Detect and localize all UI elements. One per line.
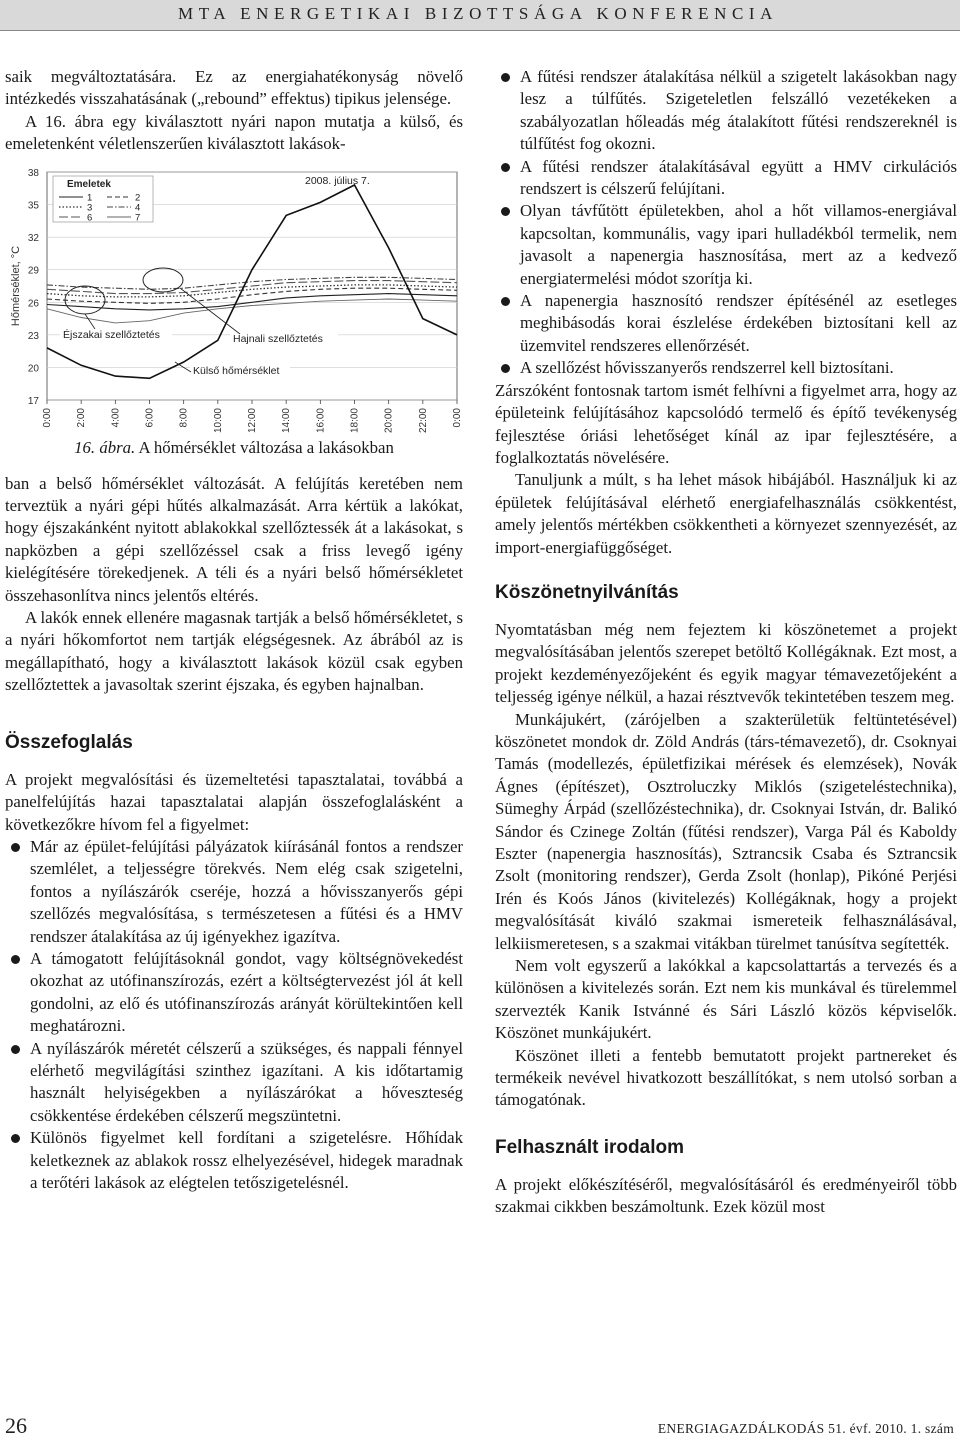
x-tick-label: 2:00 [76,407,88,428]
bullet-dot-icon [11,1045,20,1054]
right-bullet-item [495,66,957,156]
left-intro-paragraph: saik megváltoztatására. Ez az energiahatékonyság növelő intézkedés visszahatásának („rebound” effektus) tipikus jelensége. [5,67,463,109]
right-bullet-list [495,66,957,380]
left-paragraph-3: A projekt megvalósítási és üzemeltetési tapasztalatai, továbbá a panelfelújítás hazai tapasztalatai alapján összefoglalásként a következőkre hívom fel a figyelmet: [5,769,463,834]
caption-number: 16. ábra. [74,437,136,457]
legend-label: 4 [135,202,141,214]
y-tick-label: 32 [27,232,39,244]
bullet-dot-icon [11,1134,20,1143]
x-tick-label: 6:00 [144,407,156,428]
x-tick-label: 14:00 [281,407,293,433]
bullet-text: Olyan távfűtött épületekben, ahol a hőt villamos-energiával kapcsoltan, kommunális, vagy ipari hulladékból termelik, nem javasolt a napenergia hasznosítása, mert az a kedvező energiatermelési módot szorítja ki. [520,201,957,288]
legend-label: 2 [135,192,141,204]
annotation-pointer [180,288,240,334]
bullet-text: A napenergia hasznosító rendszer építésénél az esetleges meghibásodás korai észlelése érdekében biztosítani kell az üzemvitel rendszeres ellenőrzését. [520,291,957,355]
bullet-dot-icon [11,843,20,852]
legend-label: 6 [87,212,93,224]
page-number: 26 [5,1413,27,1438]
right-column [495,66,957,1219]
right-paragraph-4: Munkájukért, (zárójelben a szakterületük feltüntetésével) köszönetet mondok dr. Zöld András (társ-témavezető), dr. Csoknyai Tamás (modellezés, épületfizikai mérések és elemzések), Novák Ágnes (építészet), Osztroluczky Miklós (szigeteléstechnika), Sümeghy Árpád (szellőzéstechnika), dr. Csoknyai István, dr. Balikó Sándor és Czinege Zoltán (fűtési rendszer), Varga Pál és Kaboldy Eszter (napenergia hasznosítás), Sztrancsik Csaba és Sztrancsik Zsolt (monitoring rendszer), Gerda Zsolt (honlap), Pikóné Perjési Irén és Koós János (kivitelezés) Kollégáknak, hogy a projekt megvalósítását kiváló szakmai ismereteik felhasználásával, lelkiismeretesen, s a szakmai vitákban türelmet tanúsítva segítették. [495,709,957,953]
x-tick-label: 22:00 [417,407,429,433]
series-line-4 [47,277,457,289]
temperature-chart [5,162,463,437]
left-bullet-item [5,1038,463,1128]
bullet-text: A fűtési rendszer átalakítása nélkül a szigetelt lakásokban nagy lesz a túlfűtés. Szigeteletlen felszálló vezetékeken a szabályozatlan hőleadás még átalakított fűtési rendszereknél is túlfűtést fog okozni. [520,67,957,154]
left-paragraph-2: A lakók ennek ellenére magasnak tartják a belső hőmérsékletet, s a nyári hőkomfortot nem tartják elégségesnek. Az ábrából az is megállapítható, hogy a kiválasztott lakások közül csak egyben szellőztettek a javasoltak szerint éjszaka, és egyben hajnalban. [5,608,463,695]
right-bullet-item [495,200,957,290]
x-tick-label: 12:00 [247,407,258,433]
legend-label: 7 [135,212,141,224]
right-paragraph-5: Nem volt egyszerű a lakókkal a kapcsolattartás a tervezés és a különösen a kivitelezés során. Ezt nem kis munkával és türelemmel szervezték Kanik Istvánné és Sári László közös képviselők. Köszönet munkájukért. [495,956,957,1043]
right-paragraph-6: Köszönet illeti a fentebb bemutatott projekt partnereket és termékeik nevével hivatkozott beszállítókat, s nem utolsó sorban a támogatónak. [495,1045,957,1110]
annotation-label-2: Hajnali szellőztetés [233,332,323,345]
bullet-text: A szellőzést hővisszanyerős rendszerrel kell biztosítani. [520,358,894,378]
series-line-1 [47,293,457,309]
page-header [0,0,960,31]
bullet-dot-icon [501,364,510,373]
acknowledgements-heading: Köszönetnyilvánítás [495,581,679,603]
date-label: 2008. július 7. [305,174,370,187]
x-tick-label: 20:00 [383,407,395,433]
header-title: MTA ENERGETIKAI BIZOTTSÁGA KONFERENCIA [178,4,779,23]
right-bullet-item [495,357,957,379]
x-tick-label: 0:00 [42,407,53,428]
summary-heading: Összefoglalás [5,731,133,753]
caption-text: A hőmérséklet változása a lakásokban [138,437,394,457]
bullet-text: A nyílászárók méretét célszerű a szükséges, és nappali fénnyel elérhető megvilágítási szinthez igazítani. A kis időtartamig használt helyiségekben a nyílászárókat a hőveszteség csökkentése érdekében célszerű megszüntetni. [30,1038,463,1125]
annotation-label-3: Külső hőmérséklet [193,364,280,377]
legend-label: 1 [87,192,93,204]
legend-label: 3 [87,202,93,214]
x-tick-label: 10:00 [212,407,224,433]
left-paragraph-1: ban a belső hőmérséklet változását. A felújítás keretében nem terveztük a nyári gépi hűtés alkalmazását. Arra kértük a lakókat, hogy éjszakánként nyitott ablakokkal szellőztessék át a lakásokat, s napközben a gépi szellőzéssel csak a friss levegő igény kielégítésére törekedjenek. A téli és a nyári belső hőmérsékletet összehasonlítva nincs jelentős eltérés. [5,473,463,605]
right-paragraph-7: A projekt előkészítéséről, megvalósításáról és eredményeiről több szakmai cikkben beszámoltunk. Ezek közül most [495,1174,957,1217]
left-bullet-item [5,836,463,948]
x-tick-label: 16:00 [315,407,327,433]
right-paragraph-1: Zárszóként fontosnak tartom ismét felhívni a figyelmet arra, hogy az épületeink felújításához kapcsolódó termelő és építő tevékenység fejlesztése óriási lehetőséget kínál az ipar fejlesztésére, a foglalkoztatás növelésére. [495,380,957,467]
series-line-3 [47,285,457,297]
y-tick-label: 38 [27,167,39,179]
bullet-text: Már az épület-felújítási pályázatok kiírásánál fontos a rendszer szemlélet, a teljességre törekvés. Nem elég csak szigetelni, fontos a nyílászárók cseréje, hozzá a hővisszanyerős gépi szellőzés megvalósítása, s természetesen a fűtési és a HMV rendszer átalakítása az új igényekhez igazítva. [30,836,463,946]
bullet-text: A támogatott felújításoknál gondot, vagy költségnövekedést okozhat az utófinanszírozás, ezért a költségtervezést jól át kell gondolni, az elő és utófinanszírozás arányát körültekintően kell meghatározni. [30,948,463,1036]
bullet-dot-icon [11,955,20,964]
y-tick-label: 26 [27,297,39,309]
y-tick-label: 23 [27,330,39,342]
y-axis-label: Hőmérséklet, °C [10,245,22,326]
x-tick-label: 0:00 [452,407,463,428]
journal-footer: ENERGIAGAZDÁLKODÁS 51. évf. 2010. 1. szám [657,1421,954,1436]
right-bullet-item [495,156,957,201]
x-tick-label: 18:00 [349,407,361,433]
left-bullet-item [5,1127,463,1194]
bullet-dot-icon [501,73,510,82]
bullet-dot-icon [501,297,510,306]
legend-title: Emeletek [67,178,111,190]
left-bullet-list [5,836,463,1195]
references-heading: Felhasznált irodalom [495,1136,684,1158]
series-line-2 [47,288,457,303]
annotation-label-1: Éjszakai szellőztetés [63,328,160,341]
x-tick-label: 8:00 [178,407,190,428]
bullet-text: Különös figyelmet kell fordítani a szigetelésre. Hőhídak keletkeznek az ablakok rossz elhelyezésével, hidegek maradnak a terőtéri lakások az elégtelen tetőszigetelésnél. [30,1128,463,1192]
bullet-dot-icon [501,207,510,216]
x-tick-label: 4:00 [110,407,122,428]
right-paragraph-3: Nyomtatásban még nem fejeztem ki köszönetemet a projekt megvalósításában jelentős szerepet betöltő Kollégáknak. Ezt most, a projekt kezdeményezőjeként és egyik magyar témavezetőjeként a teljesség igénye nélkül, a hazai résztvevők tekintetében teszem meg. [495,619,957,707]
left-intro-paragraph-2: A 16. ábra egy kiválasztott nyári napon mutatja a külső, és emeletenként véletlenszerűen kiválasztott lakások- [5,111,463,154]
series-line-5 [47,280,457,293]
right-bullet-item [495,290,957,357]
left-bullet-item [5,948,463,1038]
y-tick-label: 17 [27,395,39,407]
bullet-dot-icon [501,163,510,172]
y-tick-label: 35 [27,200,39,212]
annotation-pointer [85,314,95,329]
left-column [5,66,463,1194]
y-tick-label: 29 [27,265,39,277]
bullet-text: A fűtési rendszer átalakításával együtt a HMV cirkulációs rendszert is célszerű felújítani. [520,156,957,199]
y-tick-label: 20 [27,363,39,375]
annotation-pointer [175,362,191,372]
figure-caption [5,437,463,459]
chart-svg [5,162,463,437]
right-paragraph-2: Tanuljunk a múlt, s ha lehet mások hibájából. Használjuk ki az épületek felújításával elérhető energiafelhasználás csökkentést, amely jelentős mértékben csökkentheti a környezet szennyezését, az import-energiafüggőséget. [495,470,957,557]
